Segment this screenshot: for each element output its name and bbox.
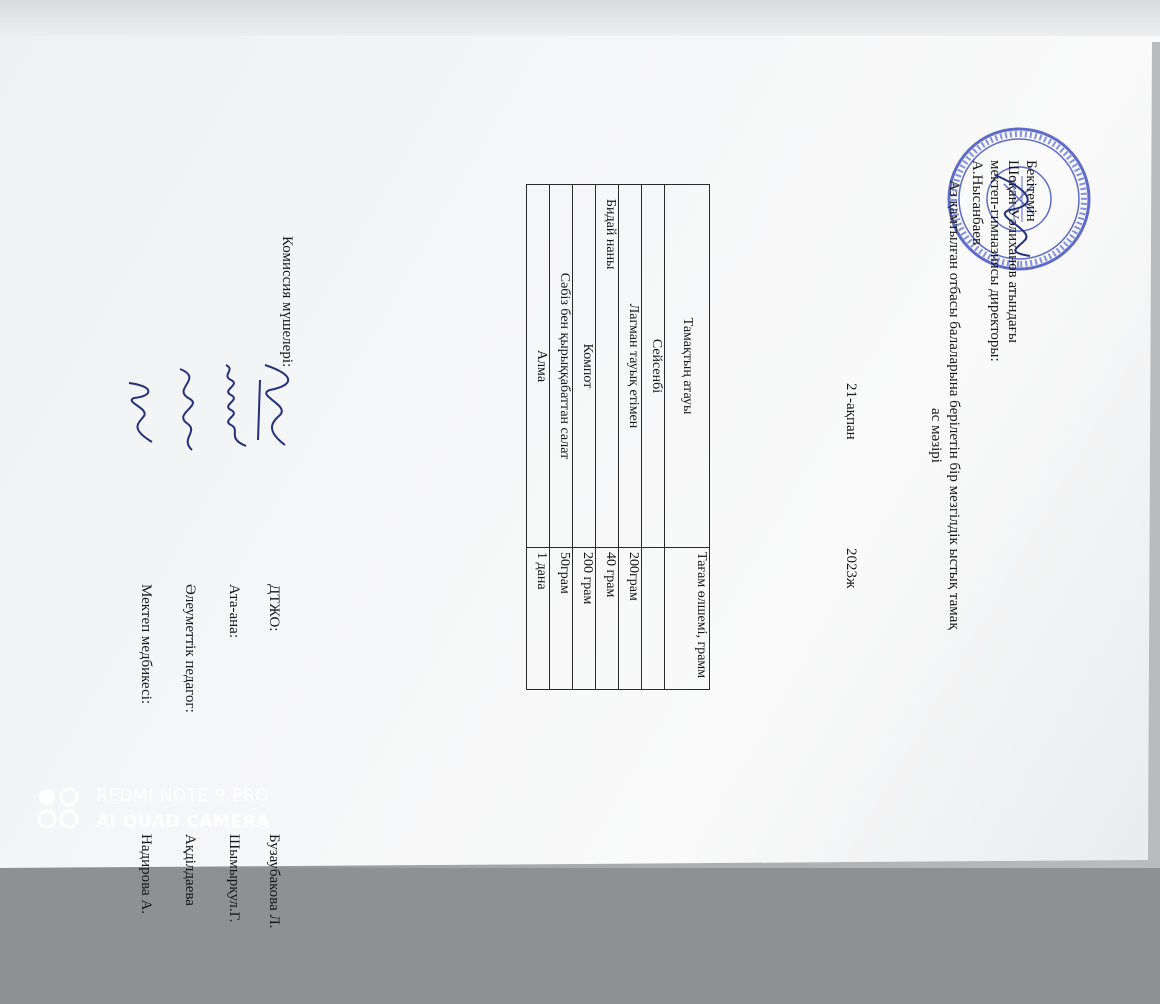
menu-title-second-line: ас мәзірі <box>928 408 944 463</box>
table-cell-amount: 50грам <box>550 548 573 690</box>
member-name: Надирова А. <box>138 834 154 915</box>
camera-watermark <box>36 786 296 838</box>
table-cell-amount <box>642 548 665 690</box>
signature-parent <box>206 360 256 450</box>
director-signature <box>980 170 1050 260</box>
signature-dtzho <box>250 360 300 450</box>
table-cell-name: Сейсенбі <box>642 185 665 548</box>
approval-line: Бекітемін <box>1023 160 1039 222</box>
table-cell-name: Бидай наны <box>596 185 619 548</box>
table-header-name: Тамақтың атауы <box>665 185 710 548</box>
table-cell-amount: 40 грам <box>596 548 619 690</box>
menu-date-year: 2023ж <box>843 548 859 589</box>
signature-social-pedagogue <box>164 364 210 454</box>
table-header-row <box>665 185 710 690</box>
table-row <box>596 185 619 690</box>
table-row <box>619 185 642 690</box>
menu-table <box>526 184 710 690</box>
commission-title: Комиссия мүшелері: <box>279 236 295 368</box>
approval-line: А.Нысанбаев <box>969 160 985 246</box>
table-row <box>642 185 665 690</box>
table-header-amount: Тағам өлшемі, грамм <box>665 548 710 690</box>
approval-line: мектеп-гимназиясы директоры: <box>987 160 1003 362</box>
member-name: Бузаубакова Л. <box>266 834 282 929</box>
table-cell-name: Компот <box>573 185 596 548</box>
table-row <box>573 185 596 690</box>
table-cell-amount: 1 дана <box>527 548 550 690</box>
member-name: Ақділдаева <box>182 834 198 906</box>
watermark-camera: AI QUAD CAMERA <box>96 812 270 832</box>
member-role: Ата-ана: <box>226 584 242 638</box>
approval-line: Шоқан Уәлиханов атындағы <box>1005 160 1021 343</box>
member-name: Шымырқул.Г. <box>226 834 242 923</box>
menu-title: Аз қамтылған отбасы балаларына берілетін бір мезгілдік ыстық тамақ <box>946 180 962 630</box>
table-cell-name: Лагман тауық етімен <box>619 185 642 548</box>
member-role: ДТЖО: <box>266 584 282 632</box>
table-cell-amount: 200грам <box>619 548 642 690</box>
quad-camera-icon <box>36 786 82 832</box>
table-cell-name: Алма <box>527 185 550 548</box>
member-role: Әлеуметтік педагог: <box>182 584 198 713</box>
signature-school-nurse <box>118 378 164 448</box>
table-cell-name: Сәбіз бен қырыққабаттан салат <box>550 185 573 548</box>
member-role: Мектеп медбикесі: <box>138 584 154 705</box>
menu-date-day: 21-ақпан <box>843 383 859 440</box>
watermark-model: REDMI NOTE 9 PRO <box>96 786 270 806</box>
table-row <box>550 185 573 690</box>
table-cell-amount: 200 грам <box>573 548 596 690</box>
table-row <box>527 185 550 690</box>
